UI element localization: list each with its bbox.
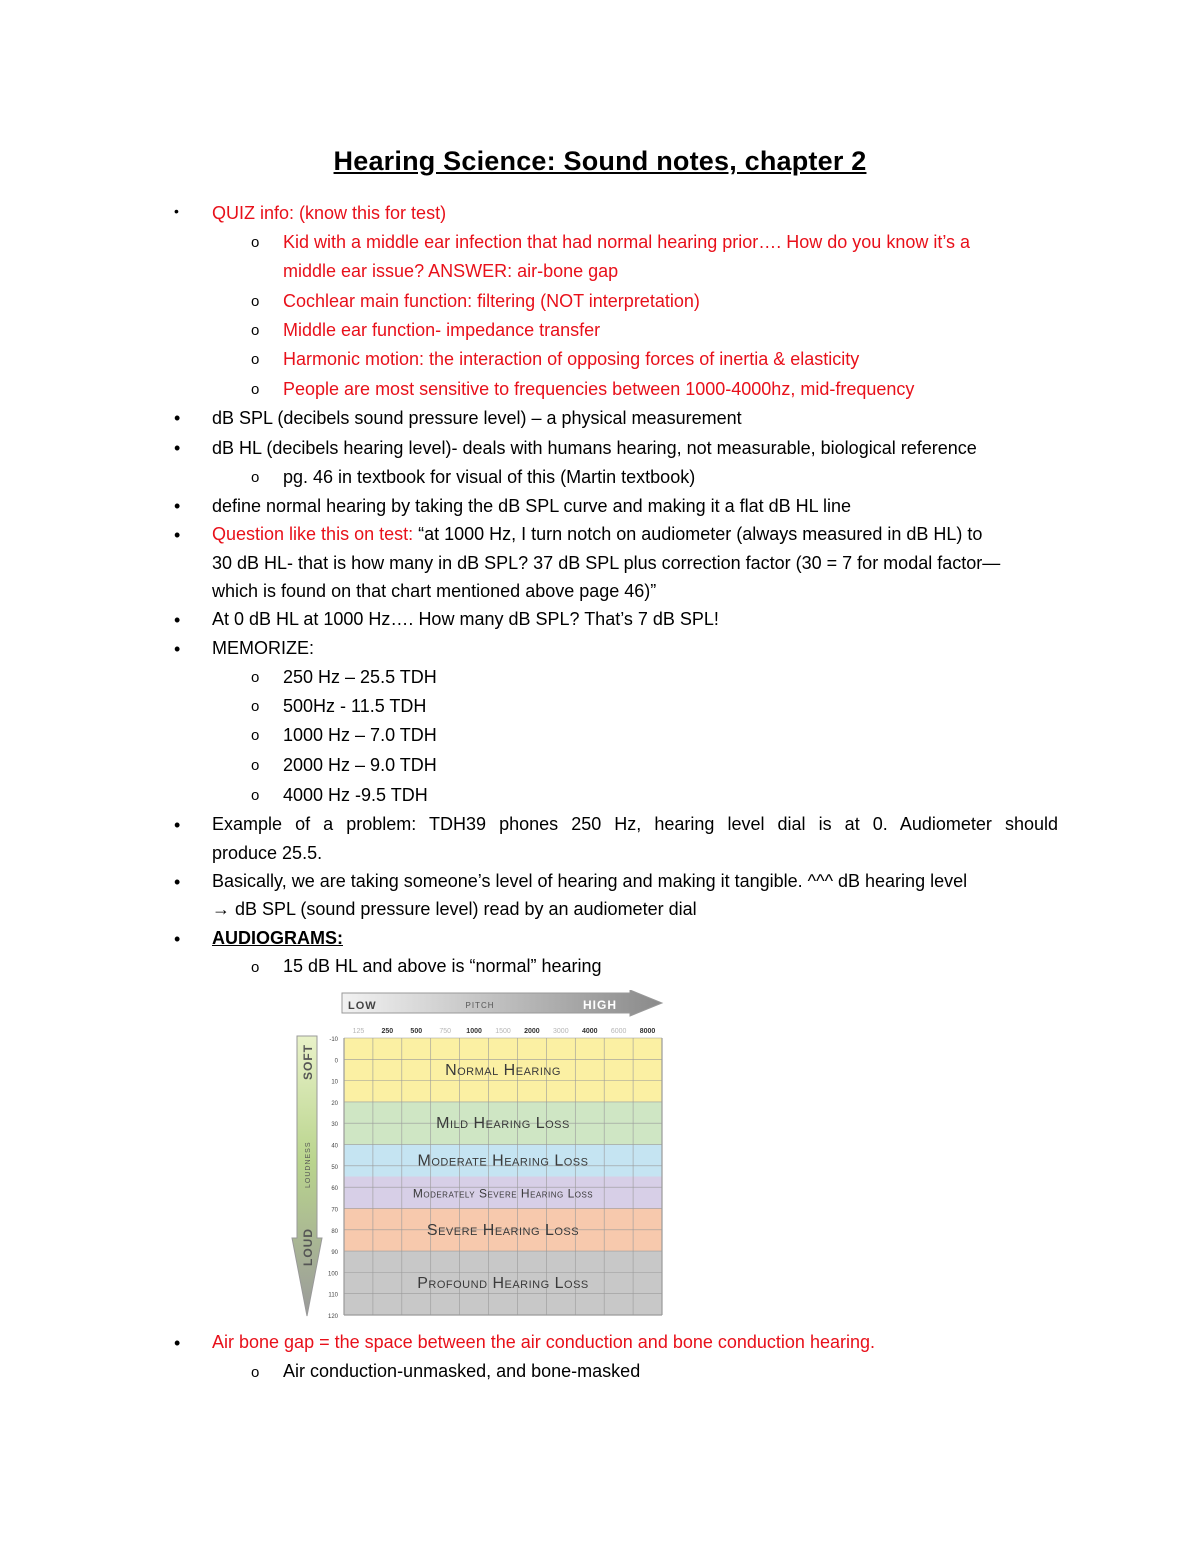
side-loud-label: LOUD <box>301 1228 315 1266</box>
band-label: Profound Hearing Loss <box>417 1275 589 1293</box>
sub-bullet-marker: o <box>251 787 260 804</box>
db-tick-label: 60 <box>331 1186 338 1193</box>
bullet-marker: • <box>174 872 181 892</box>
memorize-item: 500Hz - 11.5 TDH <box>283 696 427 716</box>
quiz-item: People are most sensitive to frequencies between 1000-4000hz, mid-frequency <box>283 379 915 399</box>
bullet-marker: • <box>174 525 181 545</box>
sub-bullet-marker: o <box>251 234 260 251</box>
side-soft-label: SOFT <box>301 1044 315 1080</box>
question-line-1 <box>212 523 982 545</box>
bullet-marker: • <box>174 815 181 835</box>
hl-sub-note: pg. 46 in textbook for visual of this (Martin textbook) <box>283 467 696 487</box>
airbone-definition: Air bone gap = the space between the air conduction and bone conduction hearing. <box>212 1332 875 1352</box>
bullet-marker: • <box>174 639 181 659</box>
quiz-item: Kid with a middle ear infection that had normal hearing prior…. How do you know it’s a <box>283 232 971 252</box>
memorize-heading: MEMORIZE: <box>212 638 314 658</box>
db-tick-label: 80 <box>331 1228 338 1235</box>
sub-bullet-marker: o <box>251 293 260 310</box>
question-label: Question like this on test: <box>212 524 414 544</box>
frequency-tick-label: 750 <box>439 1028 452 1035</box>
frequency-tick-label: 3000 <box>553 1028 569 1035</box>
bullet-marker: • <box>174 496 181 516</box>
band-label: Mild Hearing Loss <box>436 1115 570 1133</box>
quiz-item-cont: middle ear issue? ANSWER: air-bone gap <box>283 261 619 281</box>
sub-bullet-marker: o <box>251 1364 260 1381</box>
pitch-label: PITCH <box>465 1001 495 1010</box>
memorize-item: 2000 Hz – 9.0 TDH <box>283 755 437 775</box>
bullet-marker: • <box>174 1333 181 1353</box>
sub-bullet-marker: o <box>251 322 260 339</box>
bullet-marker: • <box>174 610 181 630</box>
sub-bullet-marker: o <box>251 757 260 774</box>
question-line-3: which is found on that chart mentioned above page 46)” <box>212 581 657 601</box>
memorize-item: 1000 Hz – 7.0 TDH <box>283 725 437 745</box>
audiograms-sub: 15 dB HL and above is “normal” hearing <box>283 956 602 976</box>
sub-bullet-marker: o <box>251 727 260 744</box>
db-tick-label: 110 <box>328 1292 338 1299</box>
sub-bullet-marker: o <box>251 698 260 715</box>
db-tick-label: 50 <box>331 1164 338 1171</box>
bullet-marker: • <box>174 438 181 458</box>
frequency-tick-label: 2000 <box>524 1028 540 1035</box>
airbone-sub: Air conduction-unmasked, and bone-masked <box>283 1361 641 1381</box>
bullet-marker: • <box>174 203 179 219</box>
frequency-tick-label: 1500 <box>495 1028 511 1035</box>
band-label: Moderate Hearing Loss <box>417 1152 589 1170</box>
quiz-item: Harmonic motion: the interaction of opposing forces of inertia & elasticity <box>283 349 860 369</box>
quiz-item: Middle ear function- impedance transfer <box>283 320 601 340</box>
db-tick-label: -10 <box>329 1037 338 1043</box>
basically-line-2 <box>212 898 697 920</box>
sub-bullet-marker: o <box>251 669 260 686</box>
sub-bullet-marker: o <box>251 381 260 398</box>
bullet-marker: • <box>174 929 181 949</box>
frequency-tick-label: 8000 <box>639 1028 656 1035</box>
frequency-tick-label: 250 <box>381 1028 394 1035</box>
frequency-tick-label: 1000 <box>466 1028 482 1035</box>
sub-bullet-marker: o <box>251 469 260 486</box>
db-tick-label: 70 <box>331 1207 338 1214</box>
sub-bullet-marker: o <box>251 351 260 368</box>
db-tick-label: 90 <box>331 1250 338 1257</box>
basically-line-1: Basically, we are taking someone’s level of hearing and making it tangible. ^^^ dB hearing level <box>212 871 968 891</box>
example-line-2: produce 25.5. <box>212 843 323 863</box>
hl-definition: dB HL (decibels hearing level)- deals with humans hearing, not measurable, biological reference <box>212 438 977 458</box>
frequency-tick-label: 500 <box>410 1028 423 1035</box>
memorize-item: 4000 Hz -9.5 TDH <box>283 785 428 805</box>
bullet-marker: • <box>174 408 181 428</box>
quiz-heading: QUIZ info: (know this for test) <box>212 203 447 223</box>
db-tick-label: 40 <box>331 1143 338 1150</box>
basically-text: dB SPL (sound pressure level) read by an audiometer dial <box>230 899 697 919</box>
band-label: Severe Hearing Loss <box>426 1221 580 1239</box>
db-tick-label: 0 <box>334 1058 338 1065</box>
question-text: “at 1000 Hz, I turn notch on audiometer (always measured in dB HL) to <box>413 524 983 544</box>
question-line-2: 30 dB HL- that is how many in dB SPL? 37 dB SPL plus correction factor (30 = 7 for modal factor— <box>212 553 1001 573</box>
db-tick-label: 30 <box>331 1122 338 1129</box>
pitch-high-label: HIGH <box>583 998 617 1012</box>
audiogram-plot <box>328 1028 662 1320</box>
zero-db-note: At 0 dB HL at 1000 Hz…. How many dB SPL? That’s 7 dB SPL! <box>212 609 719 629</box>
side-loudness-label: LOUDNESS <box>305 1141 312 1188</box>
db-tick-label: 100 <box>327 1271 338 1278</box>
band-label: Moderately Severe Hearing Loss <box>412 1186 594 1201</box>
band-label: Normal Hearing <box>445 1061 561 1079</box>
db-tick-label: 20 <box>331 1100 338 1107</box>
sub-bullet-marker: o <box>251 959 260 976</box>
example-line-1: Example of a problem: TDH39 phones 250 Hz, hearing level dial is at 0. Audiometer should <box>212 814 1058 834</box>
define-normal: define normal hearing by taking the dB SPL curve and making it a flat dB HL line <box>212 496 852 516</box>
frequency-tick-label: 6000 <box>610 1028 627 1035</box>
frequency-tick-label: 125 <box>352 1028 365 1035</box>
pitch-low-label: LOW <box>348 1000 377 1012</box>
quiz-item: Cochlear main function: filtering (NOT interpretation) <box>283 291 700 311</box>
db-tick-label: 120 <box>327 1314 338 1320</box>
frequency-tick-label: 4000 <box>581 1028 598 1035</box>
page-title: Hearing Science: Sound notes, chapter 2 <box>333 146 867 176</box>
audiograms-heading: AUDIOGRAMS: <box>212 928 343 948</box>
memorize-item: 250 Hz – 25.5 TDH <box>283 667 437 687</box>
db-tick-label: 10 <box>331 1079 338 1086</box>
arrow-icon: → <box>212 899 230 919</box>
spl-definition: dB SPL (decibels sound pressure level) – a physical measurement <box>212 408 742 428</box>
audiogram-chart <box>290 990 670 1320</box>
